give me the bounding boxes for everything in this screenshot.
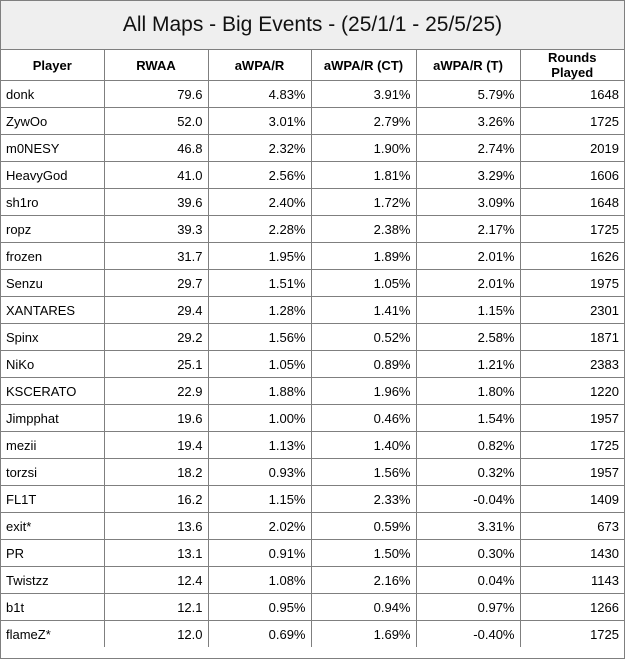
table-row bbox=[1, 297, 624, 324]
awpa-r-t-cell: 1.15% bbox=[416, 297, 520, 324]
table-row bbox=[1, 594, 624, 621]
awpa-r-ct-cell: 1.50% bbox=[311, 540, 416, 567]
rounds-played-cell: 2301 bbox=[520, 297, 624, 324]
rwaa-cell: 39.3 bbox=[104, 216, 208, 243]
awpa-r-ct-cell: 1.72% bbox=[311, 189, 416, 216]
awpa-r-t-cell: 1.80% bbox=[416, 378, 520, 405]
rounds-played-cell: 1957 bbox=[520, 459, 624, 486]
awpa-r-ct-cell: 1.41% bbox=[311, 297, 416, 324]
player-cell: XANTARES bbox=[1, 297, 104, 324]
rwaa-cell: 16.2 bbox=[104, 486, 208, 513]
player-cell: Jimpphat bbox=[1, 405, 104, 432]
awpa-r-cell: 2.02% bbox=[208, 513, 311, 540]
awpa-r-ct-cell: 0.89% bbox=[311, 351, 416, 378]
awpa-r-cell: 1.08% bbox=[208, 567, 311, 594]
player-cell: ZywOo bbox=[1, 108, 104, 135]
table-row bbox=[1, 162, 624, 189]
awpa-r-t-cell: 0.32% bbox=[416, 459, 520, 486]
player-cell: Twistzz bbox=[1, 567, 104, 594]
awpa-r-cell: 1.00% bbox=[208, 405, 311, 432]
rounds-played-cell: 1871 bbox=[520, 324, 624, 351]
player-cell: sh1ro bbox=[1, 189, 104, 216]
rounds-played-cell: 2019 bbox=[520, 135, 624, 162]
awpa-r-cell: 1.05% bbox=[208, 351, 311, 378]
awpa-r-t-cell: 3.29% bbox=[416, 162, 520, 189]
awpa-r-t-cell: -0.04% bbox=[416, 486, 520, 513]
awpa-r-cell: 3.01% bbox=[208, 108, 311, 135]
player-cell: PR bbox=[1, 540, 104, 567]
player-cell: donk bbox=[1, 81, 104, 108]
header-row bbox=[1, 50, 624, 81]
table-row bbox=[1, 432, 624, 459]
rounds-played-cell: 1266 bbox=[520, 594, 624, 621]
rounds-played-cell: 1725 bbox=[520, 108, 624, 135]
header-awpa-r: aWPA/R bbox=[208, 50, 311, 81]
table-row bbox=[1, 135, 624, 162]
header-awpa-r-t: aWPA/R (T) bbox=[416, 50, 520, 81]
rwaa-cell: 29.2 bbox=[104, 324, 208, 351]
awpa-r-t-cell: 3.26% bbox=[416, 108, 520, 135]
awpa-r-t-cell: 3.09% bbox=[416, 189, 520, 216]
player-cell: FL1T bbox=[1, 486, 104, 513]
rwaa-cell: 12.4 bbox=[104, 567, 208, 594]
player-cell: Spinx bbox=[1, 324, 104, 351]
player-cell: b1t bbox=[1, 594, 104, 621]
rwaa-cell: 41.0 bbox=[104, 162, 208, 189]
header-rounds-played: Rounds Played bbox=[520, 50, 624, 81]
stats-table bbox=[1, 50, 624, 647]
awpa-r-cell: 1.95% bbox=[208, 243, 311, 270]
awpa-r-t-cell: 1.54% bbox=[416, 405, 520, 432]
rwaa-cell: 79.6 bbox=[104, 81, 208, 108]
player-cell: NiKo bbox=[1, 351, 104, 378]
awpa-r-t-cell: 3.31% bbox=[416, 513, 520, 540]
awpa-r-cell: 2.28% bbox=[208, 216, 311, 243]
table-row bbox=[1, 108, 624, 135]
awpa-r-ct-cell: 3.91% bbox=[311, 81, 416, 108]
table-row bbox=[1, 378, 624, 405]
awpa-r-cell: 1.13% bbox=[208, 432, 311, 459]
table-row bbox=[1, 540, 624, 567]
player-cell: ropz bbox=[1, 216, 104, 243]
table-row bbox=[1, 216, 624, 243]
rounds-played-cell: 1957 bbox=[520, 405, 624, 432]
awpa-r-cell: 0.69% bbox=[208, 621, 311, 648]
awpa-r-cell: 2.56% bbox=[208, 162, 311, 189]
rwaa-cell: 12.1 bbox=[104, 594, 208, 621]
rwaa-cell: 29.4 bbox=[104, 297, 208, 324]
awpa-r-ct-cell: 1.96% bbox=[311, 378, 416, 405]
table-row bbox=[1, 324, 624, 351]
awpa-r-t-cell: 2.01% bbox=[416, 270, 520, 297]
rwaa-cell: 52.0 bbox=[104, 108, 208, 135]
awpa-r-cell: 0.93% bbox=[208, 459, 311, 486]
awpa-r-cell: 1.56% bbox=[208, 324, 311, 351]
rounds-played-cell: 1430 bbox=[520, 540, 624, 567]
rounds-played-cell: 1220 bbox=[520, 378, 624, 405]
awpa-r-cell: 0.91% bbox=[208, 540, 311, 567]
rounds-played-cell: 1409 bbox=[520, 486, 624, 513]
rwaa-cell: 18.2 bbox=[104, 459, 208, 486]
awpa-r-cell: 1.28% bbox=[208, 297, 311, 324]
awpa-r-ct-cell: 2.79% bbox=[311, 108, 416, 135]
player-cell: Senzu bbox=[1, 270, 104, 297]
rounds-played-cell: 1648 bbox=[520, 189, 624, 216]
awpa-r-ct-cell: 1.90% bbox=[311, 135, 416, 162]
player-cell: HeavyGod bbox=[1, 162, 104, 189]
rounds-played-cell: 1725 bbox=[520, 216, 624, 243]
rwaa-cell: 31.7 bbox=[104, 243, 208, 270]
awpa-r-t-cell: 0.97% bbox=[416, 594, 520, 621]
awpa-r-ct-cell: 1.81% bbox=[311, 162, 416, 189]
table-row bbox=[1, 270, 624, 297]
rounds-played-cell: 1143 bbox=[520, 567, 624, 594]
awpa-r-t-cell: 0.04% bbox=[416, 567, 520, 594]
table-row bbox=[1, 243, 624, 270]
awpa-r-t-cell: -0.40% bbox=[416, 621, 520, 648]
player-cell: exit* bbox=[1, 513, 104, 540]
table-row bbox=[1, 567, 624, 594]
rounds-played-cell: 1725 bbox=[520, 432, 624, 459]
awpa-r-ct-cell: 1.56% bbox=[311, 459, 416, 486]
awpa-r-ct-cell: 0.94% bbox=[311, 594, 416, 621]
awpa-r-ct-cell: 0.46% bbox=[311, 405, 416, 432]
awpa-r-t-cell: 1.21% bbox=[416, 351, 520, 378]
player-cell: KSCERATO bbox=[1, 378, 104, 405]
awpa-r-t-cell: 0.30% bbox=[416, 540, 520, 567]
header-awpa-r-ct: aWPA/R (CT) bbox=[311, 50, 416, 81]
rounds-played-cell: 2383 bbox=[520, 351, 624, 378]
awpa-r-cell: 1.88% bbox=[208, 378, 311, 405]
awpa-r-cell: 1.15% bbox=[208, 486, 311, 513]
awpa-r-ct-cell: 1.69% bbox=[311, 621, 416, 648]
awpa-r-ct-cell: 1.05% bbox=[311, 270, 416, 297]
awpa-r-ct-cell: 2.33% bbox=[311, 486, 416, 513]
rwaa-cell: 22.9 bbox=[104, 378, 208, 405]
awpa-r-t-cell: 2.01% bbox=[416, 243, 520, 270]
rwaa-cell: 46.8 bbox=[104, 135, 208, 162]
rounds-played-cell: 1648 bbox=[520, 81, 624, 108]
awpa-r-t-cell: 2.74% bbox=[416, 135, 520, 162]
table-row bbox=[1, 81, 624, 108]
awpa-r-t-cell: 2.58% bbox=[416, 324, 520, 351]
player-cell: flameZ* bbox=[1, 621, 104, 648]
awpa-r-cell: 2.32% bbox=[208, 135, 311, 162]
player-cell: mezii bbox=[1, 432, 104, 459]
rounds-played-cell: 1975 bbox=[520, 270, 624, 297]
player-cell: frozen bbox=[1, 243, 104, 270]
rwaa-cell: 13.1 bbox=[104, 540, 208, 567]
awpa-r-t-cell: 2.17% bbox=[416, 216, 520, 243]
header-rwaa: RWAA bbox=[104, 50, 208, 81]
table-row bbox=[1, 189, 624, 216]
player-cell: torzsi bbox=[1, 459, 104, 486]
table-row bbox=[1, 513, 624, 540]
table-row bbox=[1, 351, 624, 378]
rwaa-cell: 13.6 bbox=[104, 513, 208, 540]
table-row bbox=[1, 621, 624, 648]
awpa-r-t-cell: 5.79% bbox=[416, 81, 520, 108]
awpa-r-t-cell: 0.82% bbox=[416, 432, 520, 459]
header-player: Player bbox=[1, 50, 104, 81]
awpa-r-ct-cell: 0.59% bbox=[311, 513, 416, 540]
rounds-played-cell: 673 bbox=[520, 513, 624, 540]
rwaa-cell: 39.6 bbox=[104, 189, 208, 216]
rwaa-cell: 25.1 bbox=[104, 351, 208, 378]
rounds-played-cell: 1606 bbox=[520, 162, 624, 189]
awpa-r-ct-cell: 2.16% bbox=[311, 567, 416, 594]
awpa-r-ct-cell: 1.89% bbox=[311, 243, 416, 270]
awpa-r-ct-cell: 0.52% bbox=[311, 324, 416, 351]
table-title: All Maps - Big Events - (25/1/1 - 25/5/25) bbox=[1, 1, 624, 50]
rwaa-cell: 12.0 bbox=[104, 621, 208, 648]
awpa-r-cell: 0.95% bbox=[208, 594, 311, 621]
table-row bbox=[1, 486, 624, 513]
table-row bbox=[1, 459, 624, 486]
awpa-r-cell: 1.51% bbox=[208, 270, 311, 297]
table-row bbox=[1, 405, 624, 432]
rwaa-cell: 19.4 bbox=[104, 432, 208, 459]
rwaa-cell: 29.7 bbox=[104, 270, 208, 297]
awpa-r-ct-cell: 1.40% bbox=[311, 432, 416, 459]
awpa-r-ct-cell: 2.38% bbox=[311, 216, 416, 243]
awpa-r-cell: 2.40% bbox=[208, 189, 311, 216]
rounds-played-cell: 1725 bbox=[520, 621, 624, 648]
awpa-r-cell: 4.83% bbox=[208, 81, 311, 108]
player-cell: m0NESY bbox=[1, 135, 104, 162]
rounds-played-cell: 1626 bbox=[520, 243, 624, 270]
rwaa-cell: 19.6 bbox=[104, 405, 208, 432]
